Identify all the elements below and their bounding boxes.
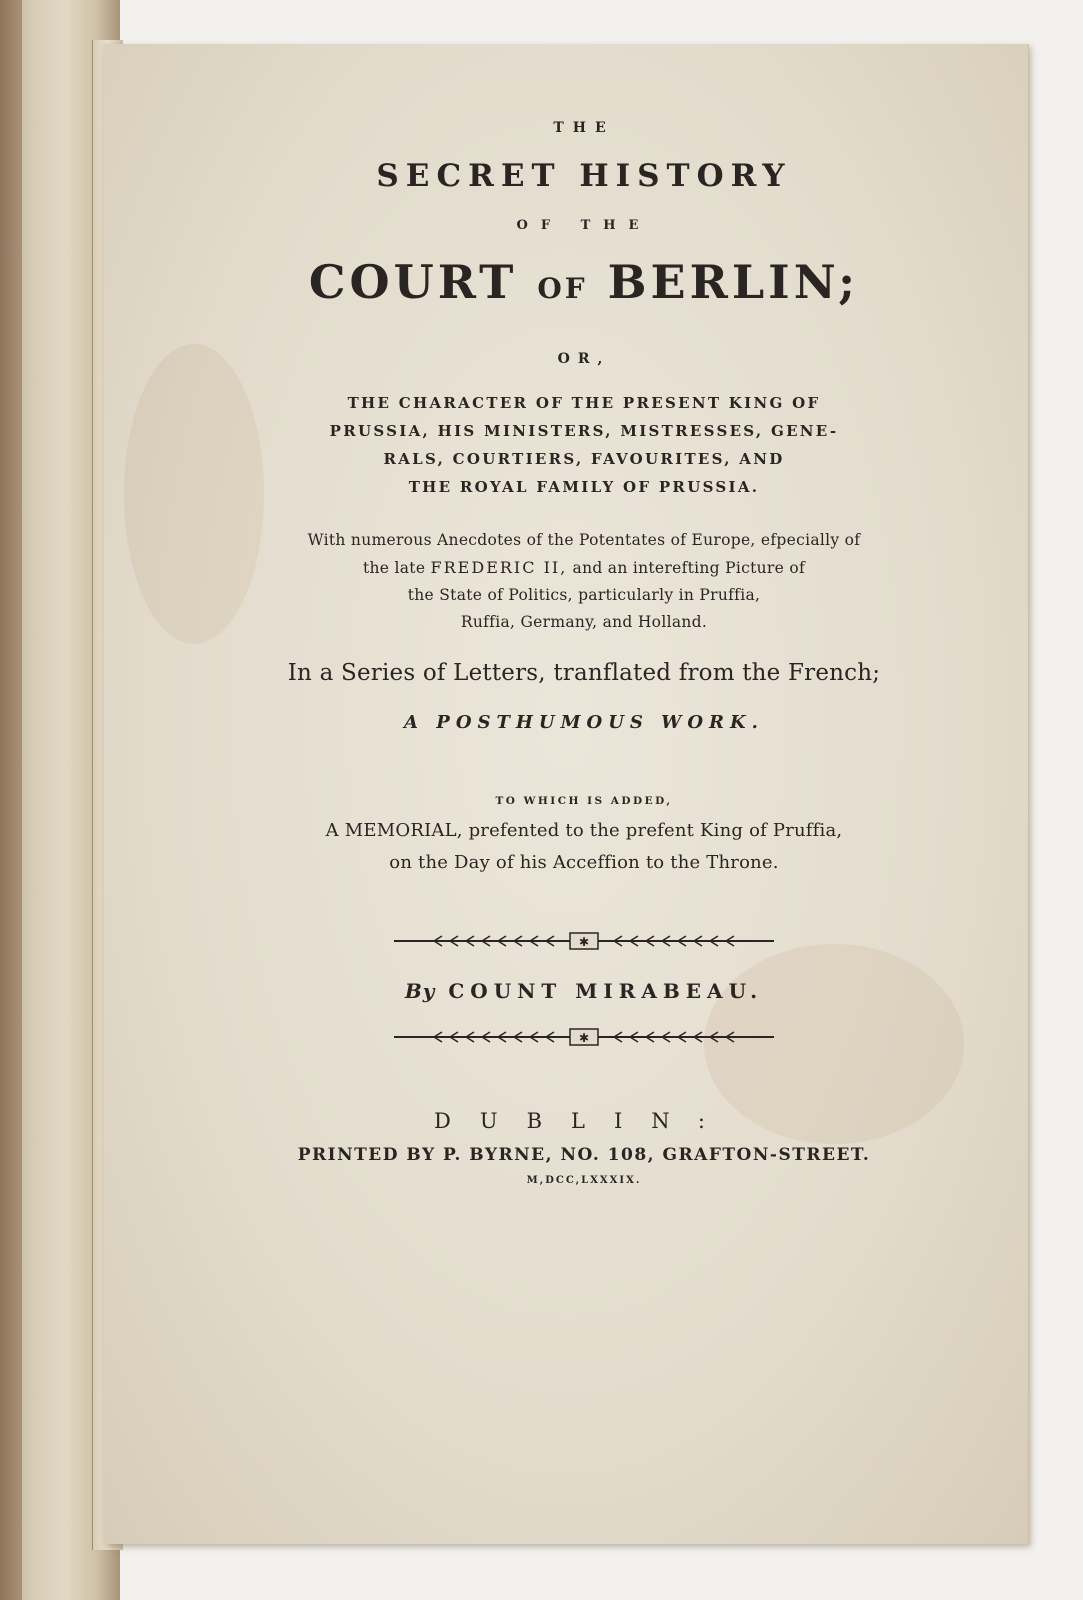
posthumous-work: A POSTHUMOUS WORK. [404,712,764,733]
subtitle-line: THE ROYAL FAMILY OF PRUSSIA. [408,478,760,496]
svg-text:✱: ✱ [578,1031,590,1045]
author-name: COUNT MIRABEAU. [448,979,764,1003]
imprint-place: DUBLIN: [434,1109,734,1133]
ornament-rule-icon [394,1027,774,1047]
to-which-is-added: TO WHICH IS ADDED, [495,795,673,807]
title-berlin: BERLIN; [607,255,860,309]
imprint-date: M,DCC,LXXXIX. [526,1175,642,1186]
anecdotes-line: With numerous Anecdotes of the Potentates of Europe, efpecially of [307,531,861,549]
anecdotes-line: the State of Politics, particularly in Pruffia, [407,586,761,604]
title-secret-history: SECRET HISTORY [376,158,792,194]
memorial-line: A MEMORIAL, prefented to the prefent King of Pruffia, [325,820,843,841]
by-word: By [404,979,436,1003]
memorial-line: on the Day of his Acceffion to the Throne. [389,852,779,873]
anecdotes-line [214,554,954,582]
author-line [214,979,954,1003]
subtitle-line: THE CHARACTER OF THE PRESENT KING OF [347,394,821,412]
title-court: COURT [308,255,518,309]
title-court-of-berlin [214,255,954,309]
title-page-text [214,114,954,1186]
title-page [104,44,1029,1544]
subtitle-line: RALS, COURTIERS, FAVOURITES, AND [383,450,785,468]
title-of: OF [537,272,588,305]
imprint-printer: PRINTED BY P. BYRNE, NO. 108, GRAFTON-STREET. [297,1145,871,1165]
leather-spine [0,0,22,1600]
anecdotes-text: the late [362,559,426,577]
title-or: OR, [557,351,611,367]
frederic-name: FREDERIC II, [430,558,568,577]
ornament-rule-icon [394,931,774,951]
subtitle-character [214,389,954,501]
title-of-the: OF THE [516,218,652,233]
anecdotes-paragraph [214,527,954,636]
title-the: THE [553,120,615,136]
anecdotes-line: Ruffia, Germany, and Holland. [460,613,708,631]
anecdotes-text: and an interefting Picture of [572,559,805,577]
subtitle-line: PRUSSIA, HIS MINISTERS, MISTRESSES, GENE- [329,422,839,440]
memorial-text [214,815,954,879]
series-of-letters: In a Series of Letters, tranflated from the French; [287,660,881,686]
svg-text:✱: ✱ [578,935,590,949]
